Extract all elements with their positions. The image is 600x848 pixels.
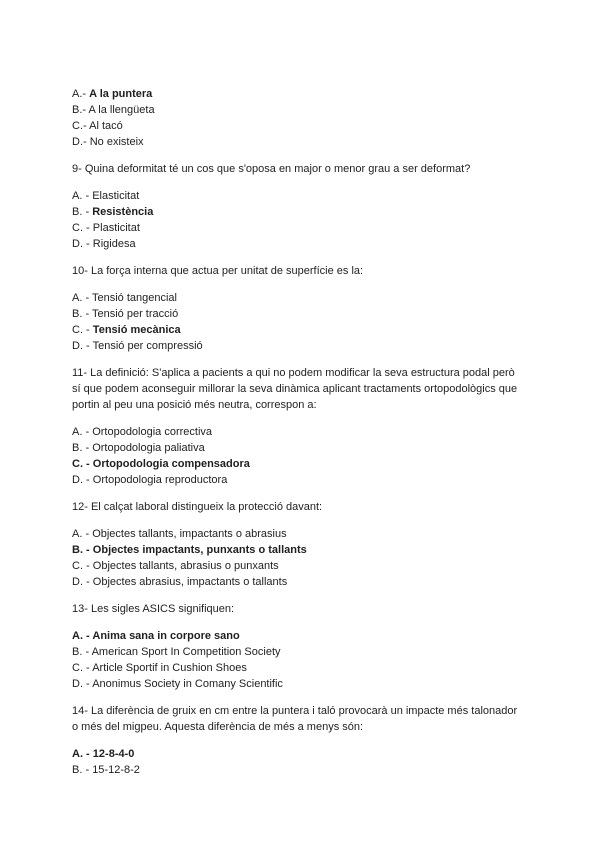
question-text: 9- Quina deformitat té un cos que s'oposa en major o menor grau a ser deformat? bbox=[72, 163, 471, 175]
option-prefix: C. - bbox=[72, 222, 90, 234]
option-prefix: C. - bbox=[72, 560, 90, 572]
options-block bbox=[72, 86, 526, 150]
option-prefix: C. - bbox=[72, 324, 90, 336]
option-prefix: D.- bbox=[72, 136, 87, 148]
option-prefix: A. - bbox=[72, 748, 90, 760]
option-text: A la puntera bbox=[89, 88, 153, 100]
option-prefix: A. - bbox=[72, 292, 90, 304]
option-line bbox=[72, 574, 526, 590]
option-prefix: A.- bbox=[72, 88, 87, 100]
option-text: Ortopodologia correctiva bbox=[92, 426, 213, 438]
option-prefix: B. - bbox=[72, 646, 90, 658]
option-text: Tensió mecànica bbox=[92, 324, 181, 336]
option-prefix: A. - bbox=[72, 528, 90, 540]
option-line bbox=[72, 134, 526, 150]
option-line bbox=[72, 762, 526, 778]
option-prefix: D. - bbox=[72, 340, 90, 352]
question-text: 11- La definició: S'aplica a pacients a qui no podem modificar la seva estructura podal però sí que podem aconseguir millorar la seva dinàmica aplicant tractaments ortopodològics que portin al peu una posició més neutra, correspon a: bbox=[72, 367, 518, 411]
option-text: Objectes impactants, punxants o tallants bbox=[92, 544, 307, 556]
option-prefix: B. - bbox=[72, 544, 90, 556]
options-block bbox=[72, 746, 526, 778]
option-text: Elasticitat bbox=[92, 190, 140, 202]
option-text: Ortopodologia compensadora bbox=[92, 458, 250, 470]
option-line bbox=[72, 86, 526, 102]
option-text: Objectes tallants, abrasius o punxants bbox=[92, 560, 279, 572]
option-text: Tensió tangencial bbox=[91, 292, 177, 304]
option-prefix: B. - bbox=[72, 442, 90, 454]
option-line bbox=[72, 472, 526, 488]
option-text: Objectes abrasius, impactants o tallants bbox=[92, 576, 288, 588]
options-block bbox=[72, 628, 526, 692]
option-line bbox=[72, 526, 526, 542]
option-line bbox=[72, 558, 526, 574]
option-prefix: D. - bbox=[72, 474, 90, 486]
option-line bbox=[72, 440, 526, 456]
option-line bbox=[72, 660, 526, 676]
option-line bbox=[72, 306, 526, 322]
option-line bbox=[72, 456, 526, 472]
option-text: Ortopodologia paliativa bbox=[92, 442, 205, 454]
option-line bbox=[72, 424, 526, 440]
option-prefix: B.- bbox=[72, 104, 87, 116]
option-prefix: C.- bbox=[72, 120, 87, 132]
option-text: Resistència bbox=[92, 206, 154, 218]
option-line bbox=[72, 188, 526, 204]
options-block bbox=[72, 188, 526, 252]
option-line bbox=[72, 204, 526, 220]
option-text: Tensió per tracció bbox=[91, 308, 179, 320]
option-text: Anima sana in corpore sano bbox=[92, 630, 240, 642]
question-text: 14- La diferència de gruix en cm entre la puntera i taló provocarà un impacte més talonador o més del migpeu. Aquesta diferència de més a menys són: bbox=[72, 705, 518, 733]
option-prefix: B. - bbox=[72, 206, 90, 218]
question-text: 13- Les sigles ASICS signifiquen: bbox=[72, 603, 235, 615]
options-block bbox=[72, 290, 526, 354]
option-prefix: D. - bbox=[72, 576, 90, 588]
option-text: Rigidesa bbox=[92, 238, 136, 250]
option-prefix: C. - bbox=[72, 662, 90, 674]
option-line bbox=[72, 220, 526, 236]
option-text: No existeix bbox=[89, 136, 144, 148]
option-line bbox=[72, 644, 526, 660]
option-text: 15-12-8-2 bbox=[92, 764, 140, 776]
option-text: Article Sportif in Cushion Shoes bbox=[92, 662, 247, 674]
option-text: American Sport In Competition Society bbox=[91, 646, 281, 658]
option-prefix: B. - bbox=[72, 764, 90, 776]
option-text: Objectes tallants, impactants o abrasius bbox=[92, 528, 287, 540]
option-line bbox=[72, 236, 526, 252]
option-text: A la llengüeta bbox=[88, 104, 155, 116]
option-text: Anonimus Society in Comany Scientific bbox=[92, 678, 283, 690]
question-text: 10- La força interna que actua per unitat de superfície es la: bbox=[72, 265, 364, 277]
option-line bbox=[72, 102, 526, 118]
options-block bbox=[72, 424, 526, 488]
option-line bbox=[72, 542, 526, 558]
option-prefix: A. - bbox=[72, 426, 90, 438]
option-prefix: A. - bbox=[72, 190, 90, 202]
option-prefix: C. - bbox=[72, 458, 90, 470]
option-prefix: D. - bbox=[72, 678, 90, 690]
option-text: Al tacó bbox=[89, 120, 123, 132]
option-prefix: A. - bbox=[72, 630, 90, 642]
option-prefix: B. - bbox=[72, 308, 90, 320]
option-line bbox=[72, 628, 526, 644]
question-text: 12- El calçat laboral distingueix la protecció davant: bbox=[72, 501, 323, 513]
option-line bbox=[72, 118, 526, 134]
option-text: Tensió per compressió bbox=[92, 340, 203, 352]
option-text: 12-8-4-0 bbox=[92, 748, 135, 760]
option-line bbox=[72, 746, 526, 762]
options-block bbox=[72, 526, 526, 590]
option-prefix: D. - bbox=[72, 238, 90, 250]
option-line bbox=[72, 338, 526, 354]
option-line bbox=[72, 290, 526, 306]
option-text: Ortopodologia reproductora bbox=[92, 474, 228, 486]
option-line bbox=[72, 676, 526, 692]
option-line bbox=[72, 322, 526, 338]
option-text: Plasticitat bbox=[92, 222, 140, 234]
